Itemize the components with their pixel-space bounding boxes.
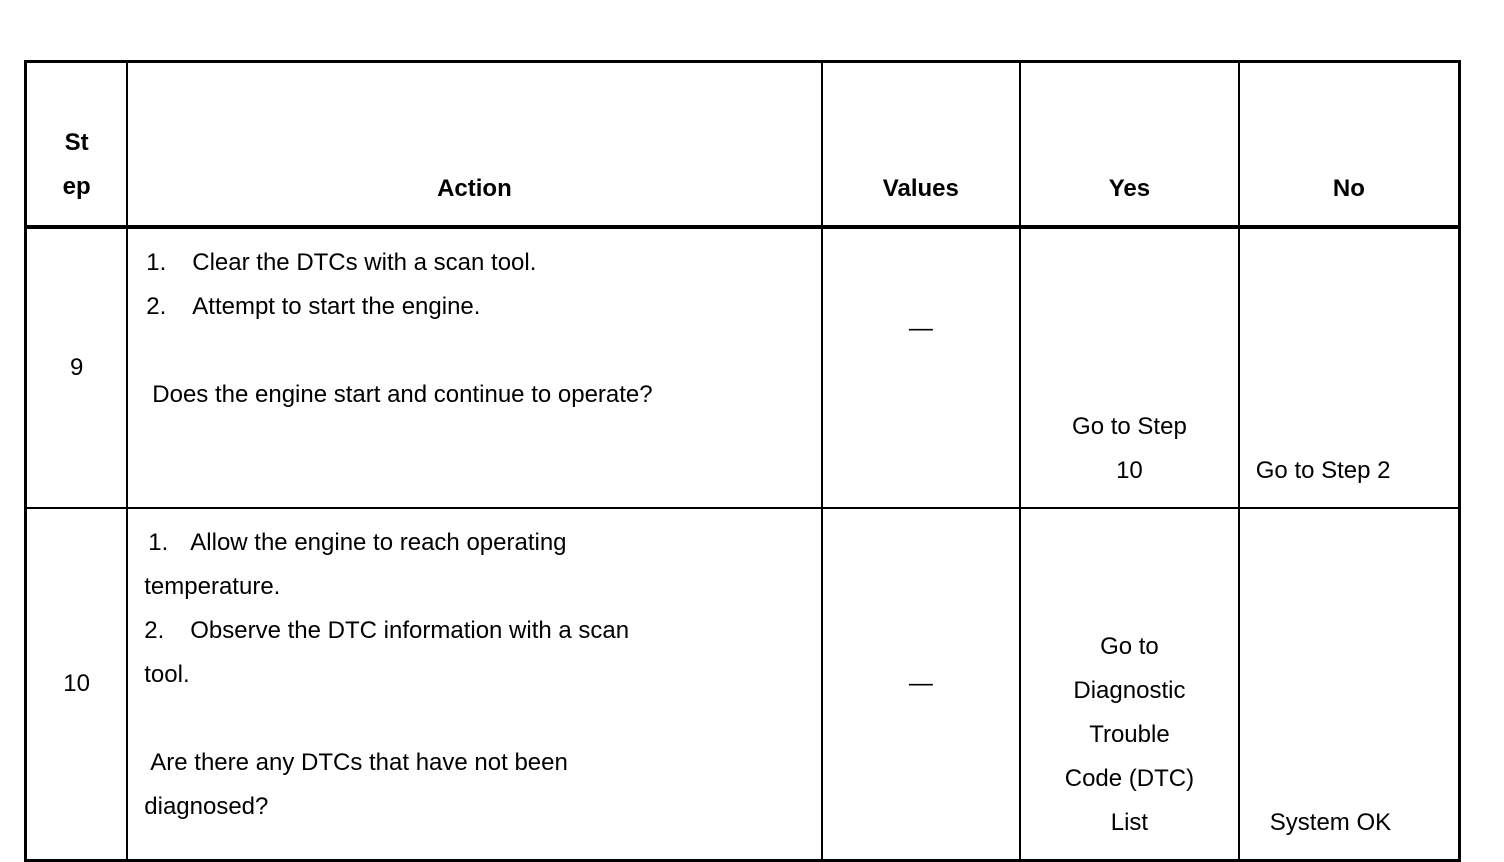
action-cell xyxy=(127,227,821,508)
step-number: 10 xyxy=(26,508,128,861)
no-cell: System OK xyxy=(1239,508,1460,861)
action-question: Does the engine start and continue to operate? xyxy=(152,381,653,408)
step-number: 9 xyxy=(26,227,128,508)
header-step xyxy=(26,62,128,228)
action-item: 2. Attempt to start the engine. xyxy=(146,293,481,320)
diagnostic-step-table xyxy=(24,60,1461,862)
action-item-continued: temperature. xyxy=(144,573,281,600)
table-row xyxy=(26,508,1460,861)
table-header-row xyxy=(26,62,1460,228)
header-step-line2: ep xyxy=(62,173,91,200)
action-item: 2. Observe the DTC information with a scan xyxy=(144,617,630,644)
header-yes: Yes xyxy=(1020,62,1239,228)
action-question: Are there any DTCs that have not been xyxy=(150,749,568,776)
yes-cell: Go to Step 10 xyxy=(1020,227,1239,508)
values-cell: — xyxy=(822,508,1021,861)
header-step-line1: St xyxy=(64,129,89,156)
yes-cell: Go to Diagnostic Trouble Code (DTC) List xyxy=(1020,508,1239,861)
header-no: No xyxy=(1239,62,1460,228)
action-item: 1. Allow the engine to reach operating xyxy=(148,529,567,556)
header-action: Action xyxy=(127,62,821,228)
no-cell: Go to Step 2 xyxy=(1239,227,1460,508)
action-item: 1. Clear the DTCs with a scan tool. xyxy=(146,249,537,276)
header-values: Values xyxy=(822,62,1021,228)
values-cell: — xyxy=(822,227,1021,508)
action-item-continued: tool. xyxy=(144,661,190,688)
action-question-continued: diagnosed? xyxy=(144,793,269,820)
action-cell xyxy=(127,508,821,861)
table-row xyxy=(26,227,1460,508)
